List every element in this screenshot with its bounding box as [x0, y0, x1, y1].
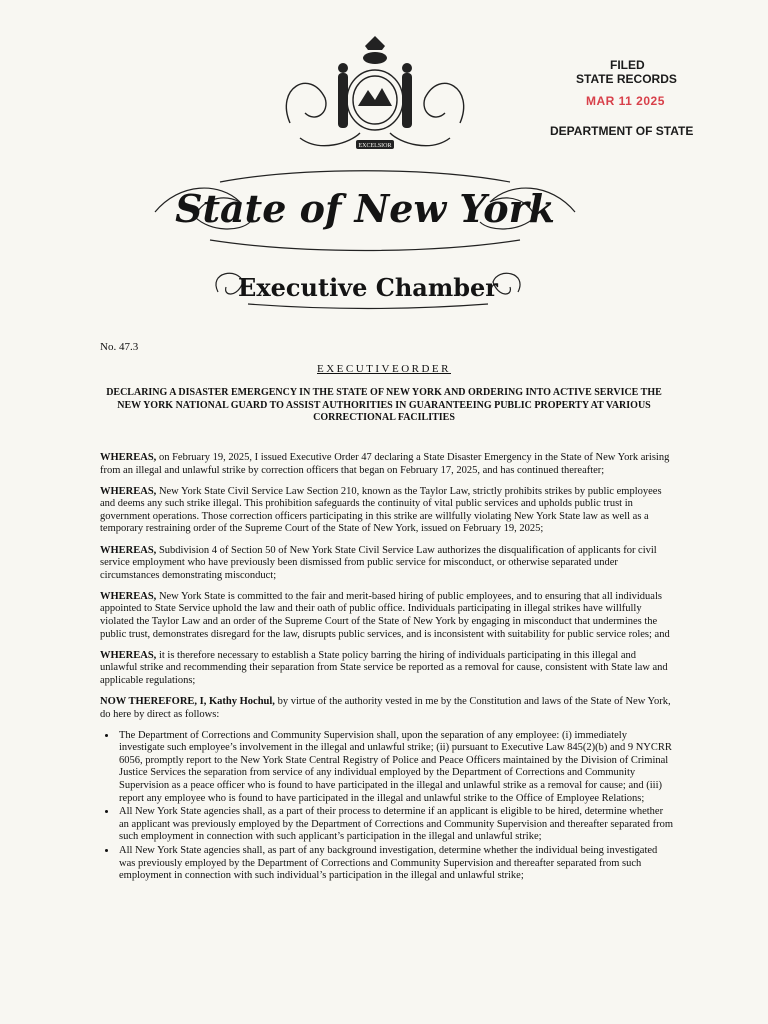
directive-list — [100, 730, 675, 883]
paragraph — [100, 452, 675, 477]
stamp-date: MAR 11 2025 — [586, 94, 665, 108]
order-body — [100, 452, 675, 884]
chamber-title: Executive Chamber — [238, 273, 498, 302]
paragraph-text: on February 19, 2025, I issued Executive Order 47 declaring a State Disaster Emergency in the State of New York arising from an illegal and unlawful strike by correction officers that began on February 17, 2025, and has continued thereafter; — [100, 452, 670, 476]
paragraph-text: New York State Civil Service Law Section 210, known as the Taylor Law, strictly prohibits strikes by public employees and deems any such strike illegal. This prohibition safeguards the continuity of vital public services and upholds public trust in government operations. Those correction officers participating in this strike are willfully violating New York State law as well as a temporary restraining order of the Supreme Court of the State of New York, issued on February 19, 2025; — [100, 485, 662, 535]
order-declaration: DECLARING A DISASTER EMERGENCY IN THE STATE OF NEW YORK AND ORDERING INTO ACTIVE SERVICE THE NEW YORK NATIONAL GUARD TO ASSIST AUTHORITIES IN GUARANTEEING PUBLIC PROPERTY AT VARIOUS CORRECTIONAL FACILITIES — [106, 387, 662, 423]
paragraph-lead: WHEREAS, — [100, 452, 157, 463]
paragraph-lead: NOW THEREFORE, I, Kathy Hochul, — [100, 696, 275, 707]
chamber-banner — [208, 262, 528, 310]
directive-item: • All New York State agencies shall, as part of any background investigation, determine whether the individual being investigated was previously employed by the Department of Corrections and Community Supervision and thereafter separated from such employment in connection with such individual’s participation in the illegal and unlawful strike; — [117, 845, 675, 883]
directive-item: • The Department of Corrections and Community Supervision shall, upon the separation of any employee: (i) immediately investigate such employee’s involvement in the illegal and unlawful strike; (ii) pursuant to Executive Law 845(2)(b) and 9 NYCRR 6056, promptly report to the New York State Central Registry of Police and Peace Officers maintained by the Division of Criminal Justice Services the separation from service of any individual employed by the Department of Corrections and Community Supervision as a peace officer who is found to have participated in the illegal and unlawful strike as a removal for cause; and (iii) report any employee who is found to have participated in the illegal and unlawful strike to the Office of Employee Relations; — [117, 730, 675, 806]
paragraph-lead: WHEREAS, — [100, 485, 157, 497]
paragraph — [100, 696, 675, 721]
paragraph-text: Subdivision 4 of Section 50 of New York State Civil Service Law authorizes the disqualification of applicants for civil service employment who have previously been dismissed from public service for misconduct, or otherwise separated under circumstances demonstrating misconduct; — [100, 544, 657, 581]
state-seal-icon — [270, 28, 480, 168]
paragraph-text: New York State is committed to the fair and merit-based hiring of public employees, and to ensuring that all individuals appointed to State Service uphold the law and their oath of public office. Individuals participating in illegal strikes have willfully violated the Taylor Law and an order of the Supreme Court of the State of New York by engaging in misconduct that undermines the public trust, demonstrates disregard for the law, disrupts public services, and is inconsistent with suitability for public service roles; and — [100, 590, 670, 640]
paragraph-text: it is therefore necessary to establish a State policy barring the hiring of individuals participating in this illegal and unlawful strike and recommending their separation from State service be reported as a removal for cause, consistent with State law and applicable regulations; — [100, 649, 668, 686]
state-title: State of New York — [175, 186, 555, 231]
paragraph-text: by virtue of the authority vested in me by the Constitution and laws of the State of New York, do here by direct as follows: — [100, 696, 671, 720]
stamp-records: STATE RECORDS — [576, 72, 677, 86]
paragraph-lead: WHEREAS, — [100, 590, 157, 602]
paragraph-lead: WHEREAS, — [100, 649, 157, 661]
paragraph — [100, 545, 675, 583]
seal-motto: EXCELSIOR — [358, 143, 392, 149]
directive-item: • All New York State agencies shall, as a part of their process to determine if an applicant is eligible to be hired, determine whether an applicant was previously employed by the Department of Corrections and Community Supervision and thereafter separated from such employment in connection with such applicant’s participation in the illegal and unlawful strike; — [117, 806, 675, 844]
paragraph — [100, 650, 675, 688]
order-number: No. 47.3 — [100, 341, 139, 353]
paragraph — [100, 486, 675, 536]
paragraph — [100, 591, 675, 641]
stamp-department: DEPARTMENT OF STATE — [550, 124, 694, 138]
filing-stamp — [548, 58, 718, 158]
stamp-filed: FILED — [610, 58, 645, 72]
order-heading: EXECUTIVEORDER — [317, 363, 451, 375]
paragraph-lead: WHEREAS, — [100, 544, 157, 556]
title-banner — [150, 162, 580, 254]
